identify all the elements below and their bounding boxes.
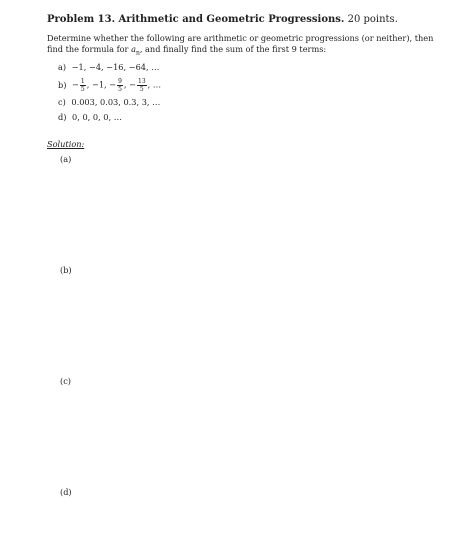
fraction-numerator: 9 <box>118 78 122 85</box>
sequence-a-terms: −1, −4, −16, −64, … <box>71 62 160 72</box>
solution-part-c: (c) <box>60 376 71 386</box>
solution-part-b: (b) <box>60 265 72 275</box>
sequence-b-term1-fraction <box>80 78 86 93</box>
problem-instructions <box>47 33 447 59</box>
instructions-text-end: , and finally find the sum of the first 9 terms: <box>139 44 327 54</box>
sequence-a <box>58 62 159 72</box>
instructions-text-start: Determine whether the following are arithmetic or geometric progressions (or neither), then find the formula for <box>47 33 434 54</box>
solution-part-d: (d) <box>60 487 72 497</box>
sequence-b-term2: , −1, − <box>86 79 117 90</box>
sequence-c-label: c) <box>58 97 66 107</box>
instructions-variable: a <box>131 44 136 54</box>
sequence-b-term3-fraction <box>117 78 123 93</box>
fraction-denominator: 5 <box>139 86 144 93</box>
sequence-b-term4-sign: , − <box>123 79 136 90</box>
sequence-c <box>58 97 160 107</box>
instructions-subscript: n <box>135 49 140 57</box>
fraction-numerator: 1 <box>80 78 85 85</box>
sequence-b-term1-sign: − <box>72 79 79 90</box>
sequence-b-term4-fraction <box>137 78 147 93</box>
sequence-d <box>58 112 122 122</box>
sequence-b-ellipsis: , … <box>147 79 162 90</box>
sequence-b <box>58 78 161 93</box>
sequence-d-label: d) <box>58 112 67 122</box>
fraction-numerator: 13 <box>138 78 146 85</box>
sequence-d-terms: 0, 0, 0, 0, … <box>72 112 122 122</box>
fraction-denominator: 5 <box>118 86 122 93</box>
solution-heading: Solution: <box>47 139 85 149</box>
problem-title: Problem 13. Arithmetic and Geometric Progressions. <box>47 14 345 25</box>
sequence-b-label: b) <box>58 79 67 90</box>
sequence-a-label: a) <box>58 62 67 72</box>
problem-points: 20 points. <box>347 14 398 25</box>
solution-part-a: (a) <box>60 154 72 164</box>
problem-heading <box>47 14 398 25</box>
sequence-c-terms: 0.003, 0.03, 0.3, 3, … <box>71 97 161 107</box>
fraction-denominator: 5 <box>80 86 85 93</box>
